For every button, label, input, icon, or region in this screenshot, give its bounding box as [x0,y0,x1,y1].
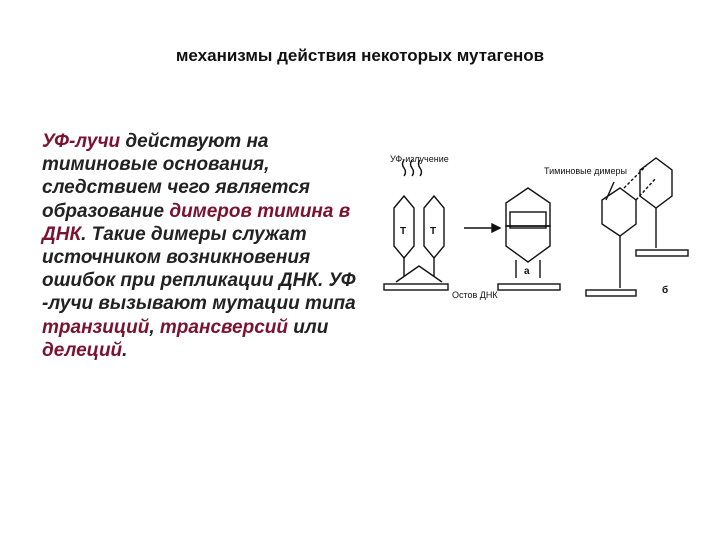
highlight-uv-rays: УФ-лучи [42,131,121,152]
highlight-deletions: делеций [42,339,123,361]
paragraph-text-2: . Такие димеры служат источником возникновения ошибок при репликации ДНК. УФ -лучи вызывают мутации типа [42,223,356,315]
dna-backbone-label: Остов ДНК [452,290,498,300]
dimer-b-hexagon-right [640,158,672,208]
slide-title: механизмы действия некоторых мутагенов [175,46,545,65]
thymine-letter-2: Т [430,226,437,237]
highlight-thymine-dimers: димеров тимина в ДНК [42,200,351,245]
panel-label-a: а [524,266,530,277]
highlight-transversions: трансверсий [159,316,288,338]
dna-backbone-left [384,284,448,290]
dimer-hexagon-top [506,188,550,226]
dimer-b-bridge [624,166,646,188]
thymine-dimer-diagram [374,148,694,318]
paragraph-period: . [122,339,128,361]
dimer-hexagon-bottom [506,226,550,262]
uv-label: УФ-излучение [390,154,449,164]
paragraph-comma: , [149,316,160,338]
dimer-b-bridge [636,178,656,200]
paragraph-text-1: действуют на тиминовые основания, следствием чего является образование [42,131,310,222]
dna-backbone-b-lower [586,290,636,296]
diagram-svg [374,148,694,318]
dna-backbone-center [498,284,560,290]
body-paragraph [42,130,362,362]
thymine-dimers-label: Тиминовые димеры [544,166,628,176]
backbone-link [396,266,442,282]
paragraph-or: или [287,316,329,338]
highlight-transitions: транзиций [42,316,150,338]
thymine-letter-1: Т [400,226,407,237]
dimer-b-hexagon-left [602,188,636,236]
panel-label-b: б [662,285,669,296]
dna-backbone-b-upper [636,250,688,256]
arrow-head-icon [492,224,500,232]
